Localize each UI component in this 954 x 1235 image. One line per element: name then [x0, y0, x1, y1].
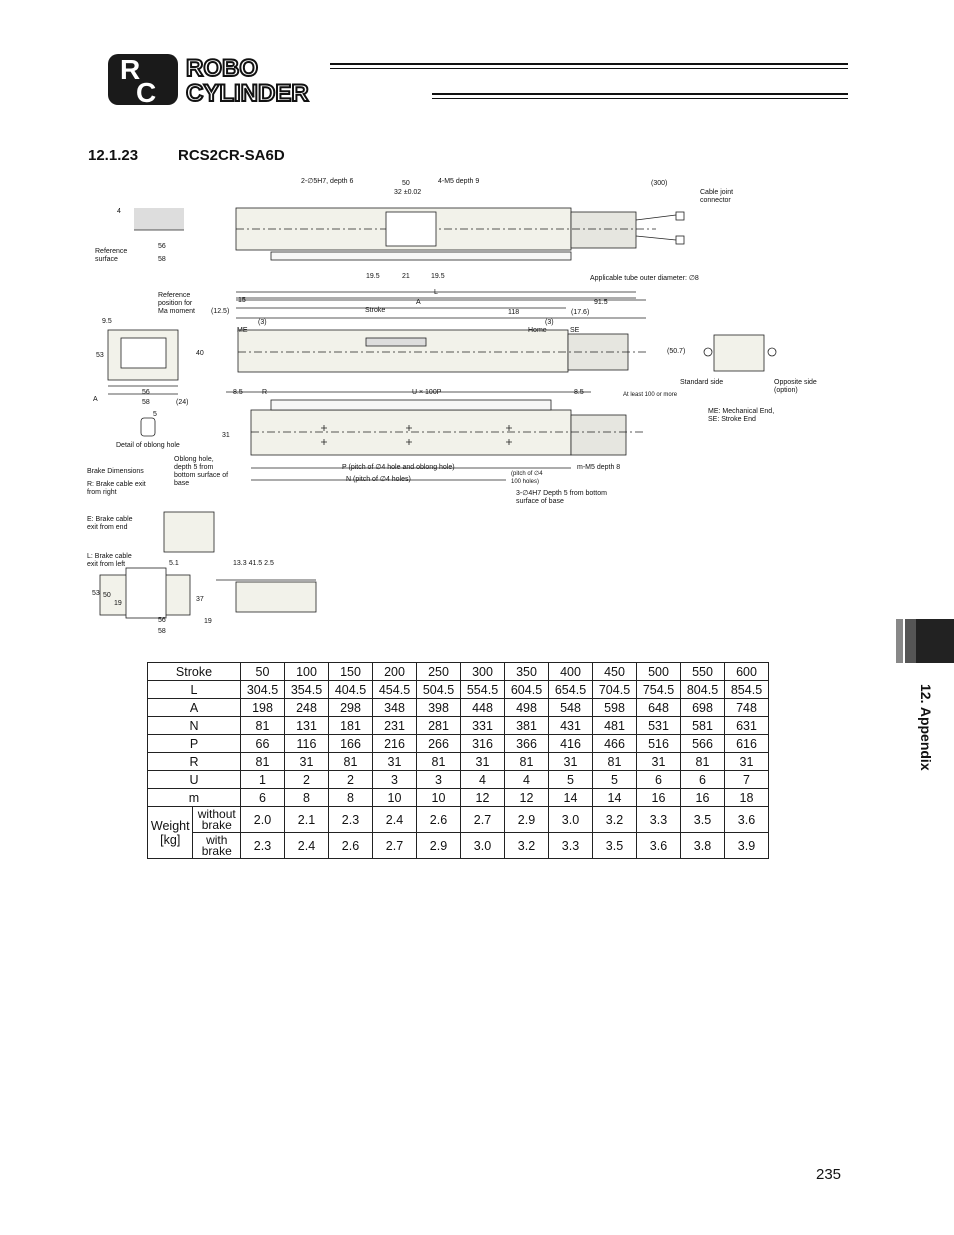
label-oblong-detail: Detail of oblong hole [116, 442, 180, 449]
label-m-m5: m-M5 depth 8 [577, 464, 621, 471]
stroke-cell: 150 [329, 663, 373, 681]
weight-cell: 3.3 [637, 807, 681, 833]
label-dim-58: 58 [158, 256, 166, 263]
row-label: m [148, 789, 241, 807]
value-cell: 5 [549, 771, 593, 789]
stroke-cell: 600 [725, 663, 769, 681]
value-cell: 231 [373, 717, 417, 735]
value-cell: 31 [373, 753, 417, 771]
label-dim-32: 32 ±0.02 [394, 189, 422, 196]
robo-cylinder-logo [106, 52, 436, 107]
value-cell: 298 [329, 699, 373, 717]
label-dim-56-end: 56 [142, 389, 150, 396]
label-dim-ME: ME [237, 327, 248, 334]
value-cell: 16 [681, 789, 725, 807]
weight-cell: 2.6 [329, 833, 373, 859]
row-label: R [148, 753, 241, 771]
label-brake-e: E: Brake cable exit from end [87, 516, 133, 531]
value-cell: 566 [681, 735, 725, 753]
value-cell: 18 [725, 789, 769, 807]
value-cell: 2 [329, 771, 373, 789]
label-dim-19-5b: 19.5 [431, 273, 445, 280]
label-dim-19: 19 [114, 600, 122, 607]
label-dim-21: 21 [402, 273, 410, 280]
stroke-cell: 50 [241, 663, 285, 681]
value-cell: 531 [637, 717, 681, 735]
label-dim-19b: 19 [204, 618, 212, 625]
label-dim-31: 31 [222, 432, 230, 439]
value-cell: 481 [593, 717, 637, 735]
weight-cell: 2.0 [241, 807, 285, 833]
value-cell: 81 [593, 753, 637, 771]
weight-cell: 3.2 [593, 807, 637, 833]
label-cable-joint: Cable joint connector [700, 189, 734, 204]
weight-cell: 2.9 [505, 807, 549, 833]
value-cell: 804.5 [681, 681, 725, 699]
value-cell: 504.5 [417, 681, 461, 699]
value-cell: 31 [637, 753, 681, 771]
value-cell: 16 [637, 789, 681, 807]
section-name: RCS2CR-SA6D [178, 147, 285, 164]
header-cell-stroke: Stroke [148, 663, 241, 681]
value-cell: 354.5 [285, 681, 329, 699]
label-dim-56b: 56 [158, 617, 166, 624]
value-cell: 31 [285, 753, 329, 771]
weight-sublabel: with brake [193, 833, 241, 859]
label-brake-dims: Brake Dimensions [87, 468, 144, 475]
value-cell: 7 [725, 771, 769, 789]
value-cell: 4 [461, 771, 505, 789]
value-cell: 248 [285, 699, 329, 717]
weight-cell: 2.9 [417, 833, 461, 859]
label-dim-12-5: (12.5) [211, 308, 230, 315]
value-cell: 10 [417, 789, 461, 807]
label-oblong-hole: Oblong hole, depth 5 from bottom surface of base [174, 456, 229, 487]
label-at-least: At least 100 or more [623, 392, 678, 398]
section-number: 12.1.23 [88, 147, 139, 164]
label-brake-l: L: Brake cable exit from left [87, 553, 132, 568]
value-cell: 466 [593, 735, 637, 753]
value-cell: 581 [681, 717, 725, 735]
label-opposite-side: Opposite side (option) [774, 379, 817, 394]
value-cell: 198 [241, 699, 285, 717]
label-hole-spec: 2-∅5H7, depth 6 [301, 178, 354, 185]
value-cell: 854.5 [725, 681, 769, 699]
value-cell: 166 [329, 735, 373, 753]
value-cell: 3 [417, 771, 461, 789]
stroke-cell: 400 [549, 663, 593, 681]
dimension-drawing [86, 170, 886, 640]
table-row [148, 717, 769, 735]
label-pitch-n: N (pitch of ∅4 holes) [346, 476, 411, 483]
table-row [148, 771, 769, 789]
value-cell: 31 [549, 753, 593, 771]
value-cell: 181 [329, 717, 373, 735]
label-dim-SE: SE [570, 327, 580, 334]
table-row [148, 681, 769, 699]
value-cell: 81 [241, 717, 285, 735]
weight-sublabel: without brake [193, 807, 241, 833]
label-dim-3a: (3) [258, 319, 267, 326]
stroke-cell: 500 [637, 663, 681, 681]
label-dim-50-7: (50.7) [667, 348, 686, 355]
label-dim-9-5: 9.5 [102, 318, 112, 325]
appendix-side-label: 12. Appendix [918, 684, 934, 771]
weight-cell: 3.9 [725, 833, 769, 859]
weight-cell: 3.0 [461, 833, 505, 859]
label-dim-17-6: (17.6) [571, 309, 590, 316]
value-cell: 81 [329, 753, 373, 771]
value-cell: 654.5 [549, 681, 593, 699]
value-cell: 5 [593, 771, 637, 789]
row-label: L [148, 681, 241, 699]
label-dim-U: U × 100P [412, 389, 442, 396]
value-cell: 6 [681, 771, 725, 789]
weight-cell: 2.1 [285, 807, 329, 833]
value-cell: 604.5 [505, 681, 549, 699]
table-row [148, 753, 769, 771]
value-cell: 616 [725, 735, 769, 753]
value-cell: 381 [505, 717, 549, 735]
header-rule-bottom [432, 93, 848, 95]
label-pitch-p: P (pitch of ∅4 hole and oblong hole) [342, 464, 455, 471]
label-a: A [93, 396, 98, 403]
value-cell: 8 [329, 789, 373, 807]
label-dim-37: 37 [196, 596, 204, 603]
value-cell: 1 [241, 771, 285, 789]
label-dim-A: A [416, 299, 421, 306]
page-number: 235 [816, 1166, 842, 1183]
weight-cell: 3.5 [681, 807, 725, 833]
stroke-cell: 250 [417, 663, 461, 681]
weight-cell: 3.6 [725, 807, 769, 833]
label-dim-19-5a: 19.5 [366, 273, 380, 280]
weight-cell: 3.2 [505, 833, 549, 859]
weight-cell: 3.0 [549, 807, 593, 833]
value-cell: 516 [637, 735, 681, 753]
label-reference-position: Reference position for Ma moment [158, 292, 195, 315]
value-cell: 81 [681, 753, 725, 771]
stroke-cell: 350 [505, 663, 549, 681]
value-cell: 454.5 [373, 681, 417, 699]
header-rule-top-thin [330, 68, 848, 69]
label-dim-91-5: 91.5 [594, 299, 608, 306]
label-dim-L: L [434, 289, 438, 296]
label-dim-58b: 58 [158, 628, 166, 635]
value-cell: 598 [593, 699, 637, 717]
value-cell: 448 [461, 699, 505, 717]
stroke-cell: 100 [285, 663, 329, 681]
weight-cell: 2.4 [285, 833, 329, 859]
label-dim-5: 5 [153, 411, 157, 418]
value-cell: 12 [461, 789, 505, 807]
svg-text:R: R [120, 54, 141, 85]
value-cell: 398 [417, 699, 461, 717]
value-cell: 281 [417, 717, 461, 735]
row-label: U [148, 771, 241, 789]
label-dim-8-5a: 8.5 [233, 389, 243, 396]
weight-cell: 2.4 [373, 807, 417, 833]
weight-cell: 3.8 [681, 833, 725, 859]
svg-text:CYLINDER: CYLINDER [186, 80, 309, 107]
weight-cell: 2.3 [329, 807, 373, 833]
value-cell: 348 [373, 699, 417, 717]
value-cell: 131 [285, 717, 329, 735]
row-label: P [148, 735, 241, 753]
table-header-row [148, 663, 769, 681]
label-dim-56: 56 [158, 243, 166, 250]
value-cell: 704.5 [593, 681, 637, 699]
label-me-se: ME: Mechanical End, SE: Stroke End [708, 408, 775, 423]
value-cell: 648 [637, 699, 681, 717]
label-dim-3b: (3) [545, 319, 554, 326]
label-dim-R: R [262, 389, 268, 396]
value-cell: 12 [505, 789, 549, 807]
value-cell: 404.5 [329, 681, 373, 699]
value-cell: 331 [461, 717, 505, 735]
value-cell: 416 [549, 735, 593, 753]
table-row [148, 789, 769, 807]
weight-cell: 3.3 [549, 833, 593, 859]
stroke-cell: 200 [373, 663, 417, 681]
label-tap-spec: 4-M5 depth 9 [438, 178, 480, 185]
value-cell: 31 [725, 753, 769, 771]
label-dim-58-end: 58 [142, 399, 150, 406]
weight-cell: 2.7 [373, 833, 417, 859]
value-cell: 31 [461, 753, 505, 771]
header-rule-bottom-thin [432, 98, 848, 99]
value-cell: 431 [549, 717, 593, 735]
value-cell: 10 [373, 789, 417, 807]
value-cell: 3 [373, 771, 417, 789]
weight-cell: 2.3 [241, 833, 285, 859]
label-pitch-100: (pitch of ∅4 100 holes) [511, 471, 543, 485]
stroke-cell: 450 [593, 663, 637, 681]
label-dim-40: 40 [196, 350, 204, 357]
header-rule-top [330, 63, 848, 65]
value-cell: 81 [505, 753, 549, 771]
label-dim-8-5b: 8.5 [574, 389, 584, 396]
stroke-cell: 300 [461, 663, 505, 681]
row-label: A [148, 699, 241, 717]
value-cell: 554.5 [461, 681, 505, 699]
label-dim-50b: 50 [103, 592, 111, 599]
value-cell: 748 [725, 699, 769, 717]
svg-text:ROBO: ROBO [186, 55, 258, 82]
label-standard-side: Standard side [680, 379, 724, 386]
value-cell: 548 [549, 699, 593, 717]
weight-row [148, 833, 769, 859]
stroke-cell: 550 [681, 663, 725, 681]
value-cell: 14 [593, 789, 637, 807]
value-cell: 698 [681, 699, 725, 717]
label-dim-53: 53 [96, 352, 104, 359]
table-row [148, 699, 769, 717]
svg-text:C: C [136, 77, 157, 107]
value-cell: 6 [241, 789, 285, 807]
value-cell: 4 [505, 771, 549, 789]
label-brake-r: R: Brake cable exit from right [87, 481, 146, 496]
value-cell: 2 [285, 771, 329, 789]
value-cell: 366 [505, 735, 549, 753]
value-cell: 81 [417, 753, 461, 771]
value-cell: 304.5 [241, 681, 285, 699]
label-reference-surface: Reference surface [95, 248, 128, 263]
label-h7-spec: 3-∅4H7 Depth 5 from bottom surface of base [516, 490, 607, 505]
value-cell: 8 [285, 789, 329, 807]
value-cell: 316 [461, 735, 505, 753]
weight-row [148, 807, 769, 833]
weight-cell: 2.7 [461, 807, 505, 833]
row-label: N [148, 717, 241, 735]
value-cell: 754.5 [637, 681, 681, 699]
value-cell: 66 [241, 735, 285, 753]
value-cell: 81 [241, 753, 285, 771]
label-dim-13-3: 13.3 41.5 2.5 [233, 560, 274, 567]
label-home: Home [528, 327, 547, 334]
weight-cell: 3.5 [593, 833, 637, 859]
value-cell: 116 [285, 735, 329, 753]
label-dim-50: 50 [402, 180, 410, 187]
label-dim-24: (24) [176, 399, 189, 406]
value-cell: 266 [417, 735, 461, 753]
weight-cell: 3.6 [637, 833, 681, 859]
label-stroke: Stroke [365, 307, 386, 314]
value-cell: 631 [725, 717, 769, 735]
weight-label: Weight [kg] [148, 807, 193, 859]
weight-cell: 2.6 [417, 807, 461, 833]
value-cell: 498 [505, 699, 549, 717]
section-title [88, 147, 285, 164]
label-dim-5-1: 5.1 [169, 560, 179, 567]
label-cable-len: (300) [651, 180, 668, 187]
label-dim-15: 15 [238, 297, 246, 304]
label-dim-118: 118 [508, 309, 520, 316]
drawing-lines [86, 170, 886, 640]
stroke-spec-table [147, 662, 769, 859]
label-dim-4: 4 [117, 208, 121, 215]
label-tube-diameter: Applicable tube outer diameter: ∅8 [590, 275, 699, 282]
table-row [148, 735, 769, 753]
label-dim-53b: 53 [92, 590, 100, 597]
value-cell: 14 [549, 789, 593, 807]
value-cell: 216 [373, 735, 417, 753]
value-cell: 6 [637, 771, 681, 789]
